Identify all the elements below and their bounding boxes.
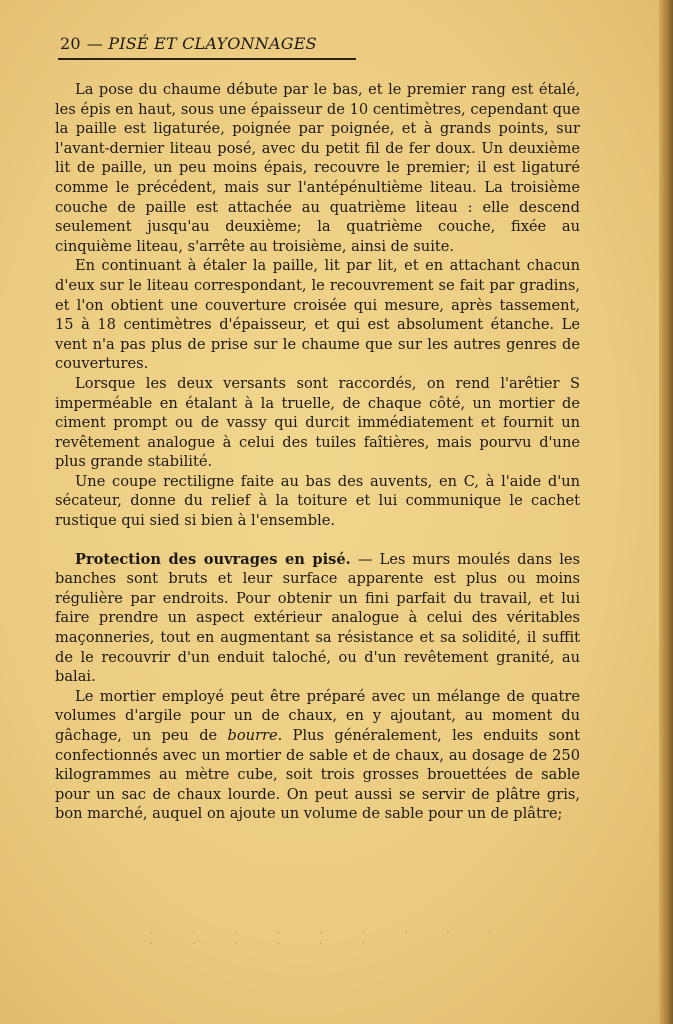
paragraph-mortier-text-a: Le mortier employé peut être préparé avec un mélange de quatre volumes d'argile pour un de chaux, en y ajoutant, au moment du gâchage, un peu de [55,687,580,744]
paragraph-coupe: Une coupe rectiligne faite au bas des auvents, en C, à l'aide d'un sécateur, donne du relief à la toiture et lui communique le cachet rustique qui sied si bien à l'ensemble. [55,472,580,530]
paragraph-protection [55,550,580,687]
book-spine-shadow [659,0,673,1024]
paragraph-mortier-text-b: . Plus généralement, les enduits sont confectionnés avec un mortier de sable et de chaux, au dosage de 250 kilogrammes au mètre cube, soit trois grosses brouettées de sable pour un sac de chaux lourde. On peut aussi se servir de plâtre gris, bon marché, auquel on ajoute un volume de sable pour un de plâtre; [55,727,580,823]
page-number: 20 [60,34,81,53]
paragraph-protection-text: — Les murs moulés dans les banches sont bruts et leur surface apparente est plus ou moins régulière par endroits. Pour obtenir un fini parfait du travail, et lui faire prendre un aspect extérieur analogue à celui des véritables maçonneries, tout en augmentant sa résistance et sa solidité, il suffit de le recouvrir d'un enduit taloché, ou d'un revêtement granité, au balai. [55,550,580,686]
running-title: — PISÉ ET CLAYONNAGES [86,34,317,53]
paragraph-aretier: Lorsque les deux versants sont raccordés, on rend l'arêtier S imperméable en étalant à la truelle, de chaque côté, un mortier de ciment prompt ou de vassy qui durcit immédiatement et fournit un revêtement analogue à celui des tuiles faîtières, mais pourvu d'une plus grande stabilité. [55,374,580,471]
header-rule [58,58,356,60]
paragraph-recouvrement: En continuant à étaler la paille, lit par lit, et en attachant chacun d'eux sur le liteau correspondant, le recouvrement se fait par gradins, et l'on obtient une couverture croisée qui mesure, après tassement, 15 à 18 centimètres d'épaisseur, et qui est absolument étanche. Le vent n'a pas plus de prise sur le chaume que sur les autres genres de couvertures. [55,257,580,373]
paragraph-mortier [55,687,580,824]
section-heading: Protection des ouvrages en pisé. [75,550,351,568]
page-body [55,80,580,824]
print-specks: · · · · · · · · · · · · · · · [150,928,511,950]
running-header [60,34,360,53]
paragraph-chaume-pose: La pose du chaume débute par le bas, et le premier rang est étalé, les épis en haut, sous une épaisseur de 10 centimètres, cependant que la paille est ligaturée, poignée par poignée, et à grands points, sur l'avant-dernier liteau posé, avec du petit fil de fer doux. Un deuxième lit de paille, un peu moins épais, recouvre le premier; il est ligaturé comme le précédent, mais sur l'antépénultième liteau. La troisième couche de paille est attachée au quatrième liteau : elle descend seulement jusqu'au deuxième; la quatrième couche, fixée au cinquième liteau, s'arrête au troisième, ainsi de suite. [55,81,580,255]
italic-term: bourre [227,727,278,744]
